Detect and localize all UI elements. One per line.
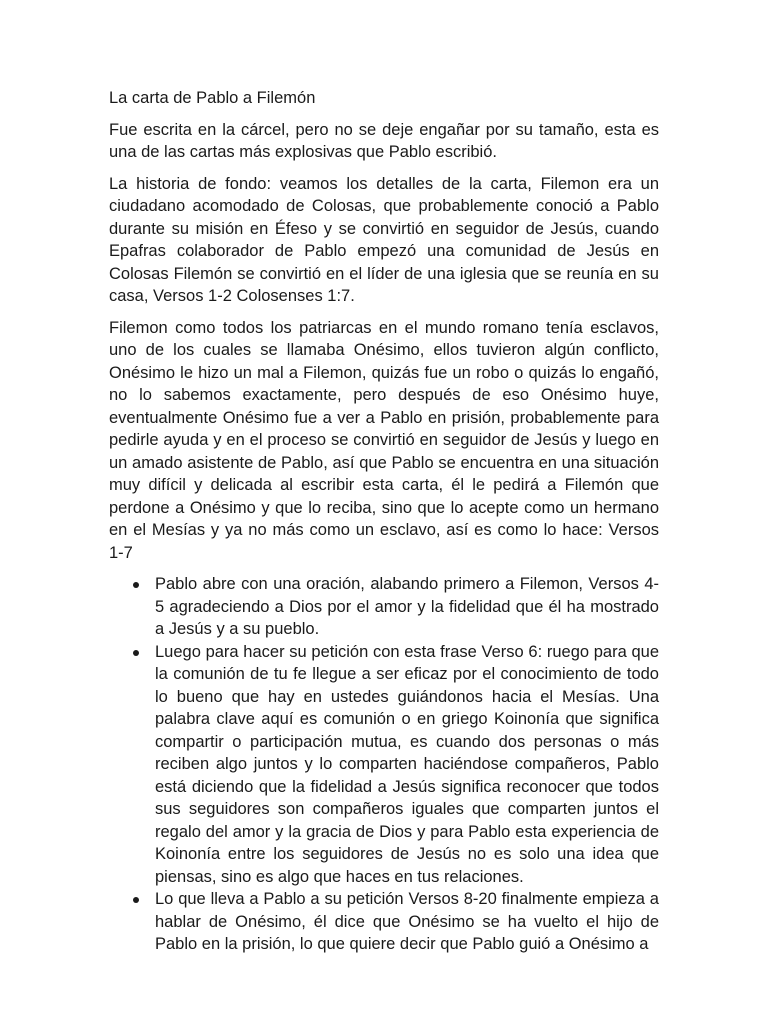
bullet-text: Luego para hacer su petición con esta frase Verso 6: ruego para que la comunión de tu fe llegue a ser eficaz por el conocimiento de todo lo bueno que hay en ustedes guiándonos hacia el Mesías. Una palabra clave aquí es comunión o en griego Koinonía que significa compartir o participación mutua, es cuando dos personas o más reciben algo juntos y lo comparten haciéndose compañeros, Pablo está diciendo que la fidelidad a Jesús significa reconocer que todos sus seguidores son compañeros iguales que comparten juntos el regalo del amor y la gracia de Dios y para Pablo esta experiencia de Koinonía entre los seguidores de Jesús no es solo una idea que piensas, sino es algo que haces en tus relaciones. [155,642,659,886]
bullet-text: Pablo abre con una oración, alabando primero a Filemon, Versos 4-5 agradeciendo a Dios por el amor y la fidelidad que él ha mostrado a Jesús y a su pueblo. [155,575,659,638]
paragraph-intro: Fue escrita en la cárcel, pero no se deje engañar por su tamaño, esta es una de las cartas más explosivas que Pablo escribió. [109,120,659,161]
bullet-icon [133,582,139,588]
document-title: La carta de Pablo a Filemón [109,89,316,107]
document-body [109,87,659,956]
bullet-icon [133,897,139,903]
bullet-list [109,573,659,956]
paragraph-background: La historia de fondo: veamos los detalles de la carta, Filemon era un ciudadano acomodado de Colosas, que probablemente conoció a Pablo durante su misión en Éfeso y se convirtió en seguidor de Jesús, cuando Epafras colaborador de Pablo empezó una comunidad de Jesús en Colosas Filemón se convirtió en el líder de una iglesia que se reunía en su casa, Versos 1-2 Colosenses 1:7. [109,174,659,305]
bullet-text: Lo que lleva a Pablo a su petición Versos 8-20 finalmente empieza a hablar de Onésimo, él dice que Onésimo se ha vuelto el hijo de Pablo en la prisión, lo que quiere decir que Pablo guió a Onésimo a [155,890,659,953]
bullet-item-opening-prayer [109,573,659,641]
bullet-item-petition [109,888,659,956]
bullet-item-koinonia [109,641,659,889]
bullet-icon [133,650,139,656]
paragraph-onesimo: Filemon como todos los patriarcas en el mundo romano tenía esclavos, uno de los cuales se llamaba Onésimo, ellos tuvieron algún conflicto, Onésimo le hizo un mal a Filemon, quizás fue un robo o quizás lo engañó, no lo sabemos exactamente, pero después de eso Onésimo huye, eventualmente Onésimo fue a ver a Pablo en prisión, probablemente para pedirle ayuda y en el proceso se convirtió en seguidor de Jesús y luego en un amado asistente de Pablo, así que Pablo se encuentra en una situación muy difícil y delicada al escribir esta carta, él le pedirá a Filemón que perdone a Onésimo y que lo reciba, sino que lo acepte como un hermano en el Mesías y ya no más como un esclavo, así es como lo hace: Versos 1-7 [109,318,659,562]
